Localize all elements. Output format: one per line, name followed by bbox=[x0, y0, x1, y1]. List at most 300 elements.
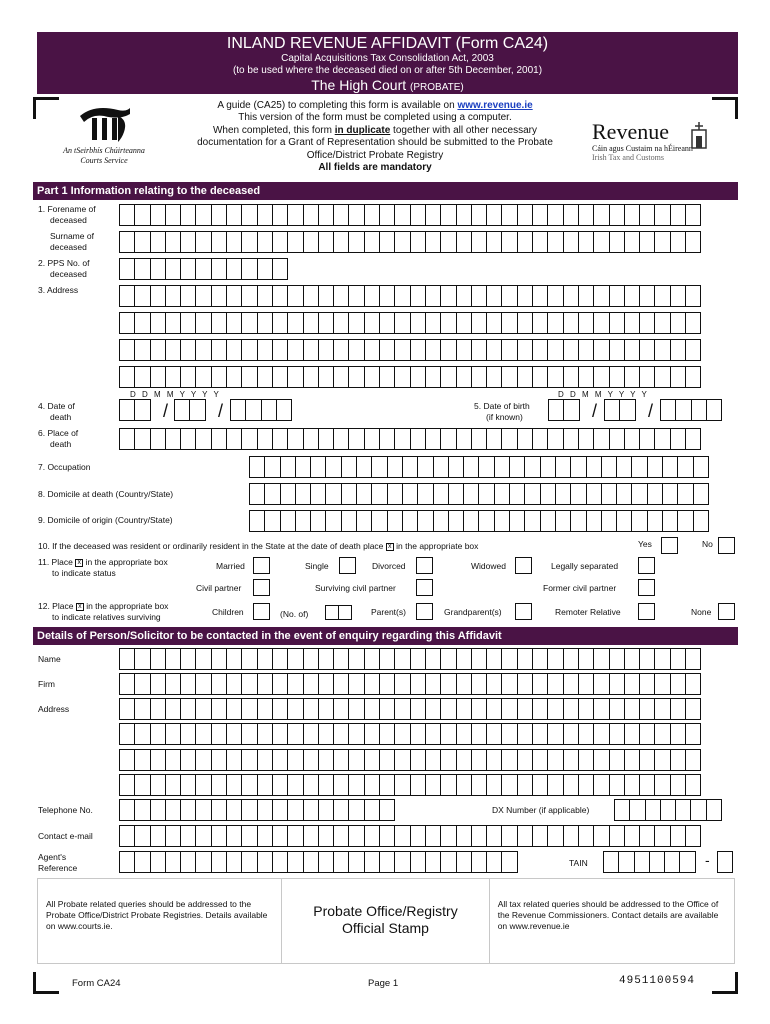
char-cell[interactable] bbox=[364, 312, 380, 334]
char-cell[interactable] bbox=[134, 673, 150, 695]
char-cell[interactable] bbox=[165, 799, 181, 821]
char-cell[interactable] bbox=[654, 673, 670, 695]
char-cell[interactable] bbox=[547, 749, 563, 771]
char-cell[interactable] bbox=[150, 648, 166, 670]
char-cell[interactable] bbox=[471, 366, 487, 388]
char-cell[interactable] bbox=[570, 510, 586, 532]
char-cell[interactable] bbox=[272, 749, 288, 771]
char-cell[interactable] bbox=[134, 723, 150, 745]
char-cell[interactable] bbox=[379, 312, 395, 334]
char-cell[interactable] bbox=[325, 456, 341, 478]
char-cell[interactable] bbox=[501, 428, 517, 450]
char-cell[interactable] bbox=[195, 825, 211, 847]
char-cell[interactable] bbox=[287, 648, 303, 670]
char-cell[interactable] bbox=[471, 312, 487, 334]
char-cell[interactable] bbox=[456, 285, 472, 307]
char-cell[interactable] bbox=[119, 339, 135, 361]
char-cell[interactable] bbox=[532, 673, 548, 695]
char-cell[interactable] bbox=[318, 366, 334, 388]
char-cell[interactable] bbox=[180, 428, 196, 450]
char-cell[interactable] bbox=[654, 339, 670, 361]
char-cell[interactable] bbox=[257, 799, 273, 821]
char-cell[interactable] bbox=[387, 456, 403, 478]
char-cell[interactable] bbox=[624, 312, 640, 334]
char-cell[interactable] bbox=[134, 825, 150, 847]
char-cell[interactable] bbox=[624, 749, 640, 771]
char-cell[interactable] bbox=[448, 483, 464, 505]
char-cell[interactable] bbox=[425, 366, 441, 388]
char-cell[interactable] bbox=[257, 698, 273, 720]
char-cell[interactable] bbox=[578, 698, 594, 720]
char-cell[interactable] bbox=[440, 648, 456, 670]
char-cell[interactable] bbox=[471, 774, 487, 796]
char-cell[interactable] bbox=[410, 851, 426, 873]
char-cell[interactable] bbox=[134, 258, 150, 280]
char-cell[interactable] bbox=[547, 231, 563, 253]
char-cell[interactable] bbox=[578, 428, 594, 450]
char-cell[interactable] bbox=[670, 673, 686, 695]
char-cell[interactable] bbox=[486, 428, 502, 450]
char-cell[interactable] bbox=[517, 825, 533, 847]
status-widowed-checkbox[interactable] bbox=[515, 557, 532, 574]
contact-address-line-2[interactable] bbox=[119, 723, 700, 745]
char-cell[interactable] bbox=[593, 428, 609, 450]
char-cell[interactable] bbox=[241, 774, 257, 796]
dob-day[interactable] bbox=[548, 399, 579, 421]
char-cell[interactable] bbox=[180, 204, 196, 226]
char-cell[interactable] bbox=[165, 285, 181, 307]
char-cell[interactable] bbox=[517, 366, 533, 388]
place-of-death-input[interactable] bbox=[119, 428, 700, 450]
char-cell[interactable] bbox=[547, 698, 563, 720]
char-cell[interactable] bbox=[685, 723, 701, 745]
char-cell[interactable] bbox=[593, 204, 609, 226]
char-cell[interactable] bbox=[609, 428, 625, 450]
char-cell[interactable] bbox=[654, 204, 670, 226]
char-cell[interactable] bbox=[226, 648, 242, 670]
char-cell[interactable] bbox=[241, 851, 257, 873]
char-cell[interactable] bbox=[685, 204, 701, 226]
char-cell[interactable] bbox=[303, 648, 319, 670]
char-cell[interactable] bbox=[180, 723, 196, 745]
pps-input[interactable] bbox=[119, 258, 287, 280]
char-cell[interactable] bbox=[134, 231, 150, 253]
char-cell[interactable] bbox=[670, 774, 686, 796]
char-cell[interactable] bbox=[180, 749, 196, 771]
char-cell[interactable] bbox=[547, 339, 563, 361]
char-cell[interactable] bbox=[563, 428, 579, 450]
char-cell[interactable] bbox=[165, 366, 181, 388]
char-cell[interactable] bbox=[486, 723, 502, 745]
char-cell[interactable] bbox=[379, 648, 395, 670]
char-cell[interactable] bbox=[119, 258, 135, 280]
char-cell[interactable] bbox=[134, 204, 150, 226]
char-cell[interactable] bbox=[348, 312, 364, 334]
char-cell[interactable] bbox=[486, 204, 502, 226]
char-cell[interactable] bbox=[570, 456, 586, 478]
char-cell[interactable] bbox=[333, 231, 349, 253]
char-cell[interactable] bbox=[180, 774, 196, 796]
char-cell[interactable] bbox=[471, 204, 487, 226]
char-cell[interactable] bbox=[364, 825, 380, 847]
char-cell[interactable] bbox=[616, 483, 632, 505]
status-civil-partner-checkbox[interactable] bbox=[253, 579, 270, 596]
char-cell[interactable] bbox=[693, 483, 709, 505]
char-cell[interactable] bbox=[675, 799, 691, 821]
char-cell[interactable] bbox=[226, 799, 242, 821]
char-cell[interactable] bbox=[150, 825, 166, 847]
char-cell[interactable] bbox=[486, 749, 502, 771]
char-cell[interactable] bbox=[195, 851, 211, 873]
char-cell[interactable] bbox=[456, 648, 472, 670]
char-cell[interactable] bbox=[456, 204, 472, 226]
char-cell[interactable] bbox=[257, 339, 273, 361]
char-cell[interactable] bbox=[410, 339, 426, 361]
char-cell[interactable] bbox=[486, 851, 502, 873]
char-cell[interactable] bbox=[578, 673, 594, 695]
char-cell[interactable] bbox=[394, 231, 410, 253]
char-cell[interactable] bbox=[195, 366, 211, 388]
char-cell[interactable] bbox=[532, 204, 548, 226]
char-cell[interactable] bbox=[379, 749, 395, 771]
char-cell[interactable] bbox=[303, 204, 319, 226]
char-cell[interactable] bbox=[609, 366, 625, 388]
char-cell[interactable] bbox=[364, 285, 380, 307]
char-cell[interactable] bbox=[532, 312, 548, 334]
char-cell[interactable] bbox=[272, 673, 288, 695]
char-cell[interactable] bbox=[379, 339, 395, 361]
char-cell[interactable] bbox=[456, 723, 472, 745]
char-cell[interactable] bbox=[563, 399, 579, 421]
char-cell[interactable] bbox=[532, 648, 548, 670]
char-cell[interactable] bbox=[348, 698, 364, 720]
char-cell[interactable] bbox=[318, 698, 334, 720]
char-cell[interactable] bbox=[318, 774, 334, 796]
char-cell[interactable] bbox=[272, 648, 288, 670]
char-cell[interactable] bbox=[425, 698, 441, 720]
char-cell[interactable] bbox=[410, 648, 426, 670]
char-cell[interactable] bbox=[593, 312, 609, 334]
char-cell[interactable] bbox=[517, 204, 533, 226]
domicile-death-input[interactable] bbox=[249, 483, 708, 505]
char-cell[interactable] bbox=[631, 510, 647, 532]
char-cell[interactable] bbox=[211, 673, 227, 695]
char-cell[interactable] bbox=[394, 204, 410, 226]
char-cell[interactable] bbox=[257, 231, 273, 253]
char-cell[interactable] bbox=[241, 428, 257, 450]
relatives-remoter-checkbox[interactable] bbox=[638, 603, 655, 620]
char-cell[interactable] bbox=[333, 204, 349, 226]
char-cell[interactable] bbox=[685, 774, 701, 796]
char-cell[interactable] bbox=[471, 673, 487, 695]
char-cell[interactable] bbox=[425, 231, 441, 253]
char-cell[interactable] bbox=[379, 851, 395, 873]
char-cell[interactable] bbox=[639, 749, 655, 771]
char-cell[interactable] bbox=[257, 774, 273, 796]
char-cell[interactable] bbox=[341, 510, 357, 532]
char-cell[interactable] bbox=[211, 231, 227, 253]
char-cell[interactable] bbox=[547, 204, 563, 226]
char-cell[interactable] bbox=[532, 285, 548, 307]
char-cell[interactable] bbox=[433, 510, 449, 532]
char-cell[interactable] bbox=[150, 723, 166, 745]
char-cell[interactable] bbox=[501, 204, 517, 226]
char-cell[interactable] bbox=[249, 510, 265, 532]
char-cell[interactable] bbox=[593, 339, 609, 361]
char-cell[interactable] bbox=[348, 825, 364, 847]
char-cell[interactable] bbox=[486, 673, 502, 695]
char-cell[interactable] bbox=[440, 231, 456, 253]
char-cell[interactable] bbox=[333, 774, 349, 796]
char-cell[interactable] bbox=[150, 312, 166, 334]
char-cell[interactable] bbox=[501, 648, 517, 670]
char-cell[interactable] bbox=[226, 428, 242, 450]
char-cell[interactable] bbox=[341, 456, 357, 478]
char-cell[interactable] bbox=[394, 698, 410, 720]
char-cell[interactable] bbox=[463, 510, 479, 532]
char-cell[interactable] bbox=[440, 428, 456, 450]
char-cell[interactable] bbox=[616, 456, 632, 478]
char-cell[interactable] bbox=[272, 774, 288, 796]
tain-input[interactable] bbox=[603, 851, 695, 873]
char-cell[interactable] bbox=[517, 428, 533, 450]
char-cell[interactable] bbox=[517, 698, 533, 720]
char-cell[interactable] bbox=[364, 204, 380, 226]
char-cell[interactable] bbox=[547, 774, 563, 796]
char-cell[interactable] bbox=[211, 312, 227, 334]
char-cell[interactable] bbox=[241, 258, 257, 280]
char-cell[interactable] bbox=[456, 774, 472, 796]
char-cell[interactable] bbox=[685, 648, 701, 670]
status-single-checkbox[interactable] bbox=[339, 557, 356, 574]
char-cell[interactable] bbox=[348, 723, 364, 745]
char-cell[interactable] bbox=[593, 723, 609, 745]
char-cell[interactable] bbox=[501, 339, 517, 361]
char-cell[interactable] bbox=[333, 673, 349, 695]
char-cell[interactable] bbox=[440, 204, 456, 226]
char-cell[interactable] bbox=[379, 825, 395, 847]
char-cell[interactable] bbox=[195, 648, 211, 670]
char-cell[interactable] bbox=[257, 428, 273, 450]
char-cell[interactable] bbox=[241, 749, 257, 771]
char-cell[interactable] bbox=[379, 698, 395, 720]
char-cell[interactable] bbox=[456, 312, 472, 334]
char-cell[interactable] bbox=[440, 366, 456, 388]
char-cell[interactable] bbox=[257, 825, 273, 847]
char-cell[interactable] bbox=[593, 366, 609, 388]
char-cell[interactable] bbox=[249, 456, 265, 478]
char-cell[interactable] bbox=[318, 231, 334, 253]
char-cell[interactable] bbox=[555, 510, 571, 532]
char-cell[interactable] bbox=[241, 204, 257, 226]
status-surviving-civil-partner-checkbox[interactable] bbox=[416, 579, 433, 596]
char-cell[interactable] bbox=[624, 648, 640, 670]
char-cell[interactable] bbox=[287, 673, 303, 695]
char-cell[interactable] bbox=[456, 698, 472, 720]
char-cell[interactable] bbox=[394, 825, 410, 847]
char-cell[interactable] bbox=[134, 428, 150, 450]
char-cell[interactable] bbox=[257, 204, 273, 226]
char-cell[interactable] bbox=[693, 510, 709, 532]
char-cell[interactable] bbox=[134, 851, 150, 873]
char-cell[interactable] bbox=[241, 723, 257, 745]
char-cell[interactable] bbox=[471, 698, 487, 720]
char-cell[interactable] bbox=[257, 723, 273, 745]
char-cell[interactable] bbox=[226, 285, 242, 307]
char-cell[interactable] bbox=[257, 749, 273, 771]
char-cell[interactable] bbox=[425, 749, 441, 771]
char-cell[interactable] bbox=[501, 698, 517, 720]
char-cell[interactable] bbox=[517, 231, 533, 253]
char-cell[interactable] bbox=[501, 749, 517, 771]
char-cell[interactable] bbox=[440, 851, 456, 873]
char-cell[interactable] bbox=[348, 749, 364, 771]
char-cell[interactable] bbox=[440, 825, 456, 847]
char-cell[interactable] bbox=[609, 204, 625, 226]
char-cell[interactable] bbox=[647, 510, 663, 532]
char-cell[interactable] bbox=[318, 428, 334, 450]
char-cell[interactable] bbox=[226, 723, 242, 745]
char-cell[interactable] bbox=[119, 399, 135, 421]
char-cell[interactable] bbox=[645, 799, 661, 821]
char-cell[interactable] bbox=[425, 204, 441, 226]
char-cell[interactable] bbox=[631, 456, 647, 478]
char-cell[interactable] bbox=[685, 673, 701, 695]
char-cell[interactable] bbox=[348, 339, 364, 361]
char-cell[interactable] bbox=[180, 285, 196, 307]
char-cell[interactable] bbox=[318, 285, 334, 307]
char-cell[interactable] bbox=[624, 204, 640, 226]
char-cell[interactable] bbox=[134, 749, 150, 771]
char-cell[interactable] bbox=[165, 339, 181, 361]
char-cell[interactable] bbox=[280, 483, 296, 505]
char-cell[interactable] bbox=[165, 258, 181, 280]
char-cell[interactable] bbox=[348, 204, 364, 226]
agent-reference-input[interactable] bbox=[119, 851, 517, 873]
char-cell[interactable] bbox=[456, 825, 472, 847]
char-cell[interactable] bbox=[486, 366, 502, 388]
char-cell[interactable] bbox=[685, 698, 701, 720]
char-cell[interactable] bbox=[119, 774, 135, 796]
char-cell[interactable] bbox=[119, 312, 135, 334]
char-cell[interactable] bbox=[134, 799, 150, 821]
char-cell[interactable] bbox=[639, 231, 655, 253]
revenue-link[interactable]: www.revenue.ie bbox=[457, 100, 533, 111]
char-cell[interactable] bbox=[226, 258, 242, 280]
char-cell[interactable] bbox=[563, 673, 579, 695]
char-cell[interactable] bbox=[119, 698, 135, 720]
char-cell[interactable] bbox=[677, 510, 693, 532]
char-cell[interactable] bbox=[547, 723, 563, 745]
char-cell[interactable] bbox=[303, 339, 319, 361]
char-cell[interactable] bbox=[410, 428, 426, 450]
status-married-checkbox[interactable] bbox=[253, 557, 270, 574]
char-cell[interactable] bbox=[364, 673, 380, 695]
char-cell[interactable] bbox=[402, 483, 418, 505]
status-divorced-checkbox[interactable] bbox=[416, 557, 433, 574]
char-cell[interactable] bbox=[609, 648, 625, 670]
char-cell[interactable] bbox=[134, 285, 150, 307]
char-cell[interactable] bbox=[693, 456, 709, 478]
char-cell[interactable] bbox=[134, 366, 150, 388]
char-cell[interactable] bbox=[303, 825, 319, 847]
char-cell[interactable] bbox=[593, 673, 609, 695]
char-cell[interactable] bbox=[517, 648, 533, 670]
char-cell[interactable] bbox=[532, 749, 548, 771]
char-cell[interactable] bbox=[670, 285, 686, 307]
char-cell[interactable] bbox=[410, 749, 426, 771]
char-cell[interactable] bbox=[654, 825, 670, 847]
char-cell[interactable] bbox=[501, 723, 517, 745]
char-cell[interactable] bbox=[501, 231, 517, 253]
char-cell[interactable] bbox=[478, 456, 494, 478]
char-cell[interactable] bbox=[647, 456, 663, 478]
char-cell[interactable] bbox=[402, 456, 418, 478]
char-cell[interactable] bbox=[379, 366, 395, 388]
char-cell[interactable] bbox=[540, 510, 556, 532]
char-cell[interactable] bbox=[639, 312, 655, 334]
char-cell[interactable] bbox=[280, 456, 296, 478]
char-cell[interactable] bbox=[295, 456, 311, 478]
char-cell[interactable] bbox=[303, 723, 319, 745]
char-cell[interactable] bbox=[440, 312, 456, 334]
char-cell[interactable] bbox=[119, 825, 135, 847]
char-cell[interactable] bbox=[486, 285, 502, 307]
char-cell[interactable] bbox=[410, 673, 426, 695]
char-cell[interactable] bbox=[333, 723, 349, 745]
char-cell[interactable] bbox=[660, 399, 676, 421]
char-cell[interactable] bbox=[226, 698, 242, 720]
char-cell[interactable] bbox=[456, 231, 472, 253]
dod-year[interactable] bbox=[230, 399, 291, 421]
char-cell[interactable] bbox=[639, 698, 655, 720]
char-cell[interactable] bbox=[662, 456, 678, 478]
char-cell[interactable] bbox=[119, 851, 135, 873]
char-cell[interactable] bbox=[241, 312, 257, 334]
char-cell[interactable] bbox=[394, 366, 410, 388]
char-cell[interactable] bbox=[150, 799, 166, 821]
char-cell[interactable] bbox=[555, 483, 571, 505]
char-cell[interactable] bbox=[211, 825, 227, 847]
char-cell[interactable] bbox=[257, 312, 273, 334]
char-cell[interactable] bbox=[165, 698, 181, 720]
char-cell[interactable] bbox=[394, 749, 410, 771]
char-cell[interactable] bbox=[165, 648, 181, 670]
char-cell[interactable] bbox=[318, 648, 334, 670]
char-cell[interactable] bbox=[604, 399, 620, 421]
char-cell[interactable] bbox=[624, 825, 640, 847]
char-cell[interactable] bbox=[287, 825, 303, 847]
char-cell[interactable] bbox=[486, 648, 502, 670]
char-cell[interactable] bbox=[624, 366, 640, 388]
char-cell[interactable] bbox=[364, 339, 380, 361]
relatives-grandparents-checkbox[interactable] bbox=[515, 603, 532, 620]
char-cell[interactable] bbox=[371, 483, 387, 505]
char-cell[interactable] bbox=[517, 774, 533, 796]
char-cell[interactable] bbox=[578, 774, 594, 796]
char-cell[interactable] bbox=[717, 851, 733, 873]
char-cell[interactable] bbox=[639, 723, 655, 745]
char-cell[interactable] bbox=[180, 698, 196, 720]
char-cell[interactable] bbox=[394, 673, 410, 695]
char-cell[interactable] bbox=[257, 285, 273, 307]
char-cell[interactable] bbox=[195, 799, 211, 821]
relatives-none-checkbox[interactable] bbox=[718, 603, 735, 620]
char-cell[interactable] bbox=[165, 204, 181, 226]
dod-month[interactable] bbox=[174, 399, 205, 421]
char-cell[interactable] bbox=[364, 774, 380, 796]
char-cell[interactable] bbox=[272, 428, 288, 450]
